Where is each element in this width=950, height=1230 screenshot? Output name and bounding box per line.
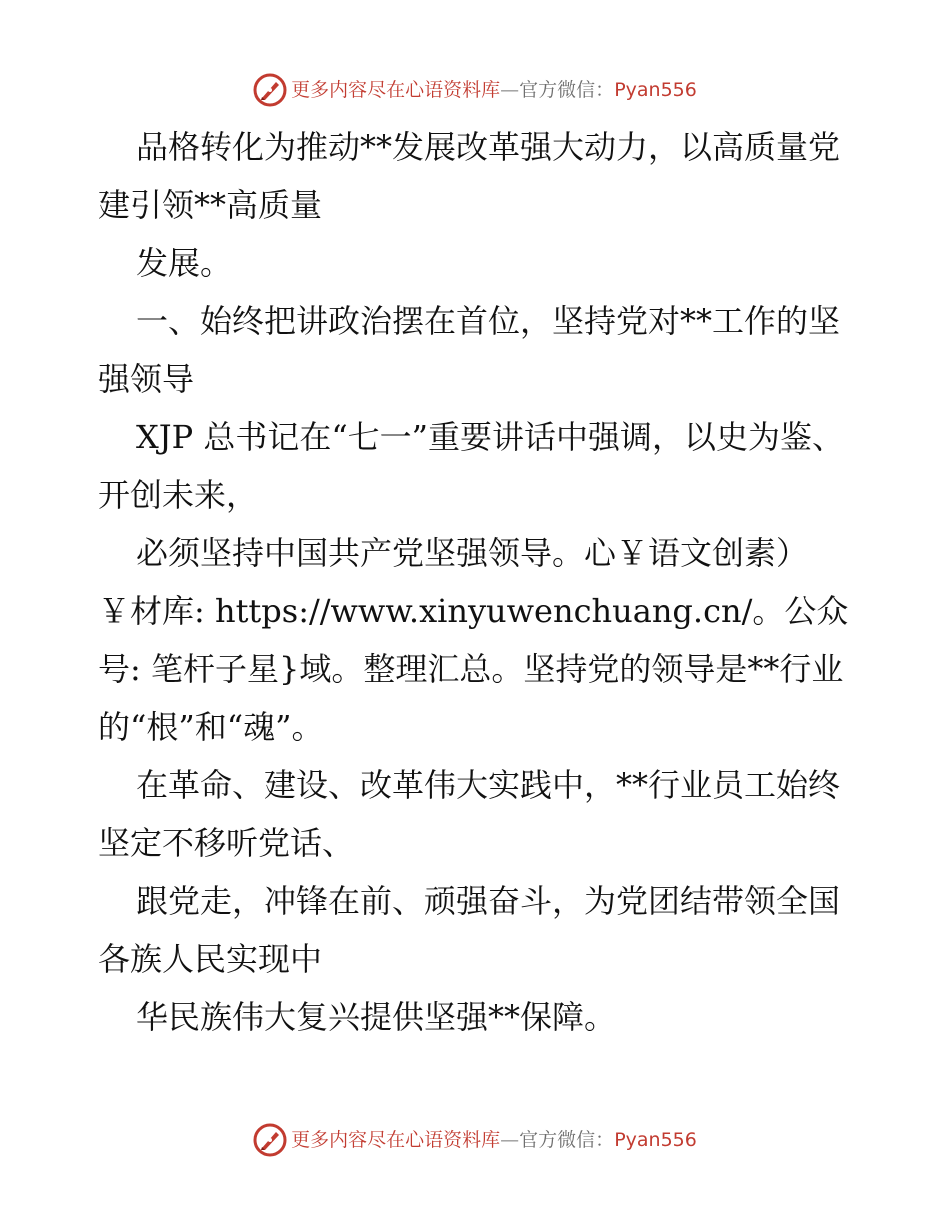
banner-main-text: 更多内容尽在心语资料库 (291, 78, 501, 101)
paragraph: 必须坚持中国共产党坚强领导。心￥语文创素）￥材库: https://www.xinyuwenchuang.cn/。公众号: 笔杆子星}域。整理汇总。坚持党的领导是**行业的“根”和“魂”。 (98, 534, 849, 746)
banner-dash: — (500, 1128, 520, 1151)
paragraph: 华民族伟大复兴提供坚强**保障。 (136, 998, 617, 1036)
document-body (98, 118, 852, 1046)
quill-pen-logo-icon (253, 73, 287, 107)
banner-wechat-label: 官方微信： (519, 78, 615, 101)
banner-wechat-id: Pyan556 (614, 78, 697, 101)
quill-pen-logo-icon (253, 1123, 287, 1157)
paragraph: 跟党走，冲锋在前、顽强奋斗，为党团结带领全国各族人民实现中 (98, 882, 841, 978)
section-heading: 一、始终把讲政治摆在首位，坚持党对**工作的坚强领导 (98, 302, 841, 398)
footer-banner (0, 1120, 950, 1160)
paragraph: 发展。 (136, 244, 233, 282)
paragraph: 品格转化为推动**发展改革强大动力，以高质量党建引领**高质量 (98, 128, 841, 224)
paragraph: XJP 总书记在“七一”重要讲话中强调，以史为鉴、开创未来， (98, 418, 845, 514)
banner-wechat-label: 官方微信： (519, 1128, 615, 1151)
banner-main-text: 更多内容尽在心语资料库 (291, 1128, 501, 1151)
banner-wechat-id: Pyan556 (614, 1128, 697, 1151)
header-banner (0, 70, 950, 110)
banner-dash: — (500, 78, 520, 101)
paragraph: 在革命、建设、改革伟大实践中，**行业员工始终坚定不移听党话、 (98, 766, 841, 862)
